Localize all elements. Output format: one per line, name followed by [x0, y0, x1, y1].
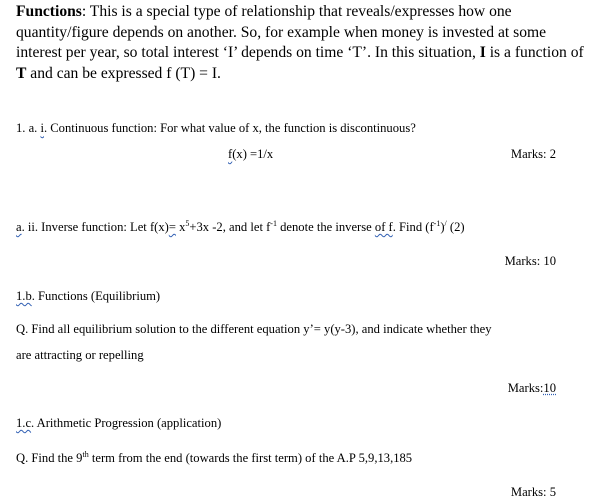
q1aii-text-6: )	[440, 220, 445, 234]
q1ai-text: . Continuous function: For what value of x, the function is discontinuous?	[43, 121, 416, 135]
q1ai-formula-rest: (x) =1/x	[232, 147, 274, 161]
q1c-sup: th	[82, 449, 89, 459]
q1aii-marks: Marks: 10	[504, 254, 556, 268]
q1aii-sup-4: /	[444, 218, 447, 228]
q1aii-text-3: +3x -2, and let f	[189, 220, 271, 234]
q1c-text-1: Q. Find the 9	[16, 451, 83, 465]
q1ai-roman: i	[40, 121, 44, 135]
q1aii-sup-2: -1	[270, 218, 277, 228]
q1c-question	[16, 450, 412, 466]
intro-bold-t: T	[16, 64, 27, 82]
q1c-text-2: term from the end (towards the first term) of the A.P 5,9,13,185	[88, 451, 413, 465]
q1ai-formula-f: f	[228, 147, 233, 161]
q1b-question-line-2: are attracting or repelling	[16, 348, 144, 362]
q1aii-text-5: . Find (f	[392, 220, 434, 234]
q1ai-marks: Marks: 2	[510, 147, 556, 161]
q1aii-text-1: . ii. Inverse function: Let f(x)	[21, 220, 169, 234]
intro-text-3: and can be expressed f (T) = I.	[26, 64, 221, 82]
question-1a-i	[16, 120, 416, 136]
q1c-marks: Marks: 5	[510, 485, 556, 499]
question-1a-ii	[16, 219, 465, 235]
section-1c-heading	[16, 415, 221, 431]
q1aii-text-4: denote the inverse	[276, 220, 375, 234]
q1aii-eq: =	[168, 220, 176, 234]
q1b-marks-prefix: Marks:	[507, 381, 544, 395]
q1b-marks	[508, 380, 556, 396]
q1ai-prefix: 1. a.	[16, 121, 41, 135]
q1c-label: 1.c	[16, 416, 32, 430]
q1b-title: . Functions (Equilibrium)	[31, 289, 161, 303]
intro-text-1: : This is a special type of relationship that reveals/expresses how one quantity/figure depends on another. So, for example when money is invested at some interest per year, so total interest ‘I’ depends on time ‘T’. In this situation,	[16, 3, 547, 61]
q1b-label: 1.b	[16, 289, 32, 303]
q1b-marks-value: 10	[543, 381, 556, 395]
intro-bold-i: I	[479, 44, 486, 61]
section-1b-heading	[16, 288, 160, 304]
intro-term: Functions	[16, 3, 82, 20]
q1c-title: . Arithmetic Progression (application)	[31, 416, 222, 430]
q1b-question-line-1: Q. Find all equilibrium solution to the different equation y’= y(y-3), and indicate whether they	[16, 322, 492, 336]
q1aii-sup-3: -1	[433, 218, 441, 228]
q1aii-text-7: (2)	[446, 220, 465, 234]
q1aii-sup-1: 5	[185, 218, 190, 228]
intro-text-2: is a function of	[485, 44, 584, 61]
q1aii-of-f: of f	[374, 220, 393, 234]
q1aii-prefix: a	[16, 220, 22, 234]
intro-paragraph	[16, 2, 588, 84]
q1aii-text-2: x	[175, 220, 186, 234]
q1ai-formula	[228, 146, 273, 162]
